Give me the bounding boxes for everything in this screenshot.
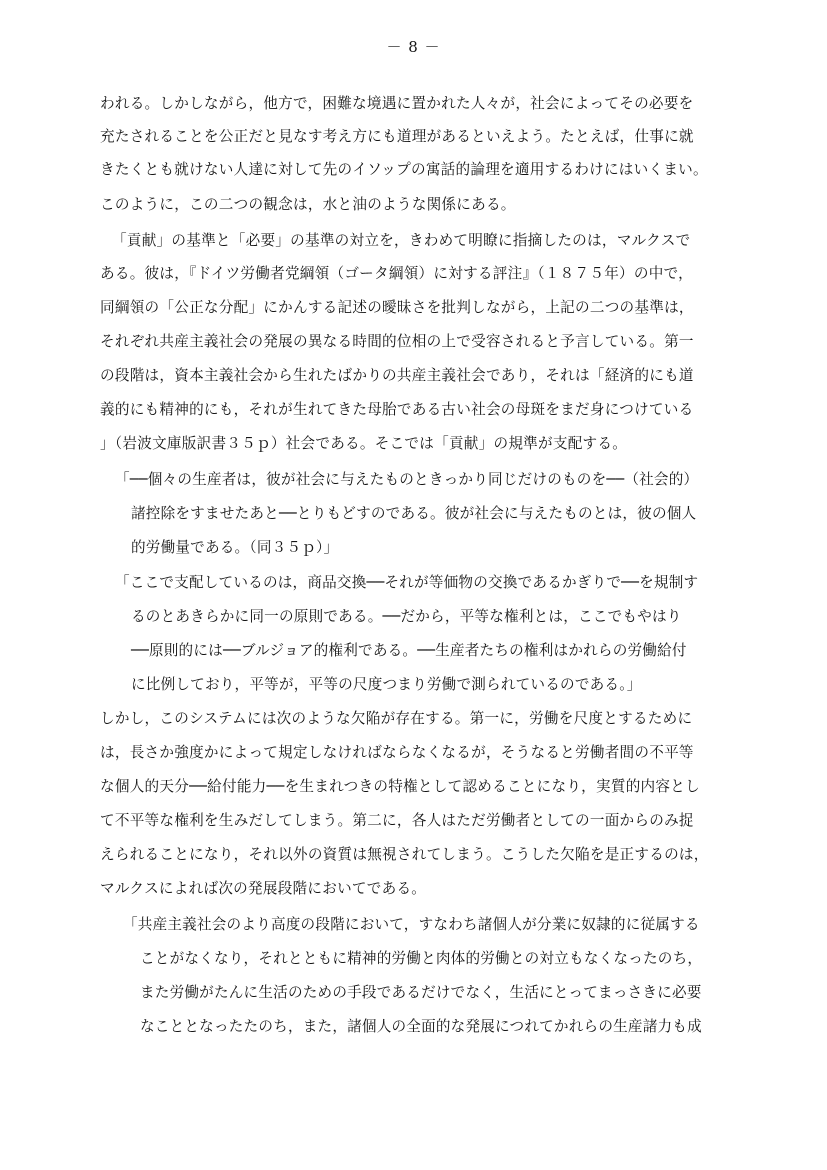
- quote-line: 諸控除をすませたあと──とりもどすのである。彼が社会に与えたものとは，彼の個人: [131, 505, 697, 522]
- text-line: な個人的天分──給付能力──を生まれつきの特権として認めることになり，実質的内容とし: [100, 778, 700, 795]
- quote-line: ──原則的には──ブルジョア的権利である。──生産者たちの権利はかれらの労働給付: [131, 642, 687, 659]
- text-line: 充たされることを公正だと見なす考え方にも道理があるといえよう。たとえば，仕事に就: [100, 128, 694, 145]
- page-number: － 8 －: [386, 38, 441, 56]
- text-line: しかし，このシステムには次のような欠陥が存在する。第一に，労働を尺度とするために: [100, 710, 693, 727]
- quote-line: 「──個々の生産者は，彼が社会に与えたものときっかり同じだけのものを──（社会的）: [115, 471, 699, 488]
- text-line: マルクスによれば次の発展段階においてである。: [100, 880, 427, 897]
- quote-line: ことがなくなり，それとともに精神的労働と肉体的労働との対立もなくなったのち，: [140, 950, 703, 967]
- text-line: 義的にも精神的にも，それが生れてきた母胎である古い社会の母斑をまだ身につけている: [100, 401, 694, 418]
- text-line: の段階は，資本主義社会から生れたばかりの共産主義社会であり，それは「経済的にも道: [100, 367, 694, 384]
- quote-line: るのとあきらかに同一の原則である。──だから，平等な権利とは，ここでもやはり: [131, 608, 682, 625]
- quote-line: なこととなったたのち，また，諸個人の全面的な発展につれてかれらの生産諸力も成: [140, 1018, 702, 1035]
- quote-line: また労働がたんに生活のための手段であるだけでなく，生活にとってまっさきに必要: [140, 984, 702, 1001]
- text-line: きたくとも就けない人達に対して先のイソップの寓話的論理を適用するわけにはいくまい。: [100, 161, 708, 178]
- text-line: このように，この二つの観念は，水と油のような関係にある。: [100, 196, 516, 213]
- text-line: われる。しかしながら，他方で，困難な境遇に置かれた人々が，社会によってその必要を: [100, 95, 694, 112]
- text-line: ある。彼は，『ドイツ労働者党綱領（ゴータ綱領）に対する評注』（１８７５年）の中で，: [100, 265, 693, 282]
- quote-line: 「ここで支配しているのは，商品交換──それが等価物の交換であるかぎりで──を規制す: [115, 574, 699, 591]
- text-line: 「貢献」の基準と「必要」の基準の対立を，きわめて明瞭に指摘したのは，マルクスで: [112, 232, 691, 249]
- quote-line: 的労働量である。（同３５ｐ）」: [131, 539, 339, 556]
- text-line: て不平等な権利を生みだしてしまう。第二に，各人はただ労働者としての一面からのみ捉: [100, 812, 694, 829]
- text-line: それぞれ共産主義社会の発展の異なる時間的位相の上で受容されると予言している。第一: [100, 333, 694, 350]
- text-line: 同綱領の「公正な分配」にかんする記述の曖昧さを批判しながら，上記の二つの基準は，: [100, 299, 694, 316]
- text-line: えられることになり，それ以外の資質は無視されてしまう。こうした欠陥を是正するのは，: [100, 846, 709, 863]
- quote-line: に比例しており，平等が，平等の尺度つまり労働で測られているのである。」: [131, 676, 642, 693]
- quote-line: 「共産主義社会のより高度の段階において，すなわち諸個人が分業に奴隷的に従属する: [123, 916, 700, 933]
- text-line: 」（岩波文庫版訳書３５ｐ）社会である。そこでは「貢献」の規準が支配する。: [100, 435, 628, 452]
- text-line: は，長さか強度かによって規定しなければならなくなるが，そうなると労働者間の不平等: [100, 744, 694, 761]
